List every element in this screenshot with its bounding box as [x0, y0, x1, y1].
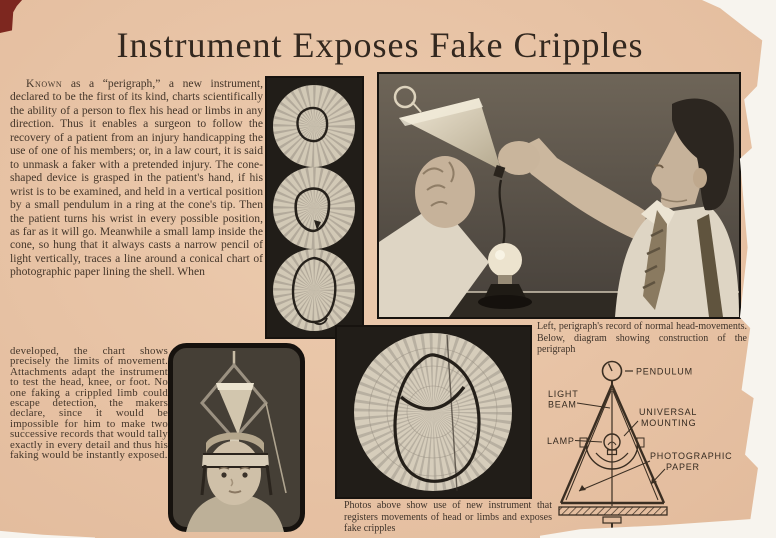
left-fist [415, 156, 475, 228]
headband [202, 454, 269, 467]
right-photo-caption: Left, perigraph's record of normal head-movements. Below, diagram showing construction of the perigraph [537, 321, 747, 356]
base-bar [559, 507, 667, 515]
article-paragraph-1-text: as a “perigraph,” a new instrument, declared to be the first of its kind, charts scientifically the ability of a person to flex his head or limbs in any direction. Thus it enables a surgeon to follow the recovery of a patient from an injury handicapping the use of one of his members; or, in a law court, it is said to unmask a faker with a pretended injury. The cone-shaped device is grasped in the patient's hand, if his wrist is to be examined, and held in a vertical position by a small pendulum in a ring at the cone's tip. Then the patient turns his wrist in every possible position, as far as it will go. Meanwhile a small lamp inside the cone, so hung that it always casts a narrow pencil of light vertically, traces a line around a conical chart of photographic paper lining the shell. When [10, 77, 263, 279]
label-universal: UNIVERSAL [639, 407, 698, 417]
perigraph-construction-diagram [535, 357, 735, 538]
ear [693, 168, 707, 188]
label-lamp: LAMP [547, 436, 575, 446]
label-beam: BEAM [548, 399, 577, 410]
label-photographic: PHOTOGRAPHIC [650, 451, 733, 461]
bottom-photos-caption: Photos above show use of new instrument that registers movements of head or limbs and exposes fake cripples [344, 500, 552, 535]
article-paragraph-2: developed, the chart shows precisely the limits of movement. Attachments adapt the instrument to test the head, knee, or foot. No one faking a crippled limb could escape detection, the makers declare, since it would be impossible for him to make two successive records that would tally exactly in every detail and thus his faking would be instantly exposed. [10, 345, 168, 462]
man-with-perigraph-photo [379, 74, 739, 317]
perigraph-records-strip-photo [267, 78, 362, 337]
record-circle-top [273, 85, 355, 167]
red-binding-mark [0, 0, 24, 33]
large-record-chart-photo [337, 327, 530, 497]
man-with-perigraph-illustration [379, 74, 739, 317]
page-title: Instrument Exposes Fake Cripples [116, 25, 644, 65]
record-circle-bottom [273, 249, 355, 331]
construction-diagram-drawing [535, 357, 735, 538]
label-pendulum: PENDULUM [636, 366, 693, 377]
label-paper: PAPER [666, 462, 700, 472]
large-record-chart-illustration [337, 327, 530, 497]
child-face [207, 441, 261, 505]
article-paragraph-1 [10, 77, 263, 279]
record-circle-middle [273, 167, 355, 249]
article-lead-word: Known [26, 77, 63, 90]
perigraph-records-illustration [267, 78, 362, 337]
torn-paper-edge-bottom-left [0, 527, 95, 538]
child-with-perigraph-photo [168, 343, 305, 532]
label-light: LIGHT [548, 389, 579, 399]
label-mounting: MOUNTING [641, 418, 697, 428]
child-with-perigraph-illustration [168, 343, 305, 532]
